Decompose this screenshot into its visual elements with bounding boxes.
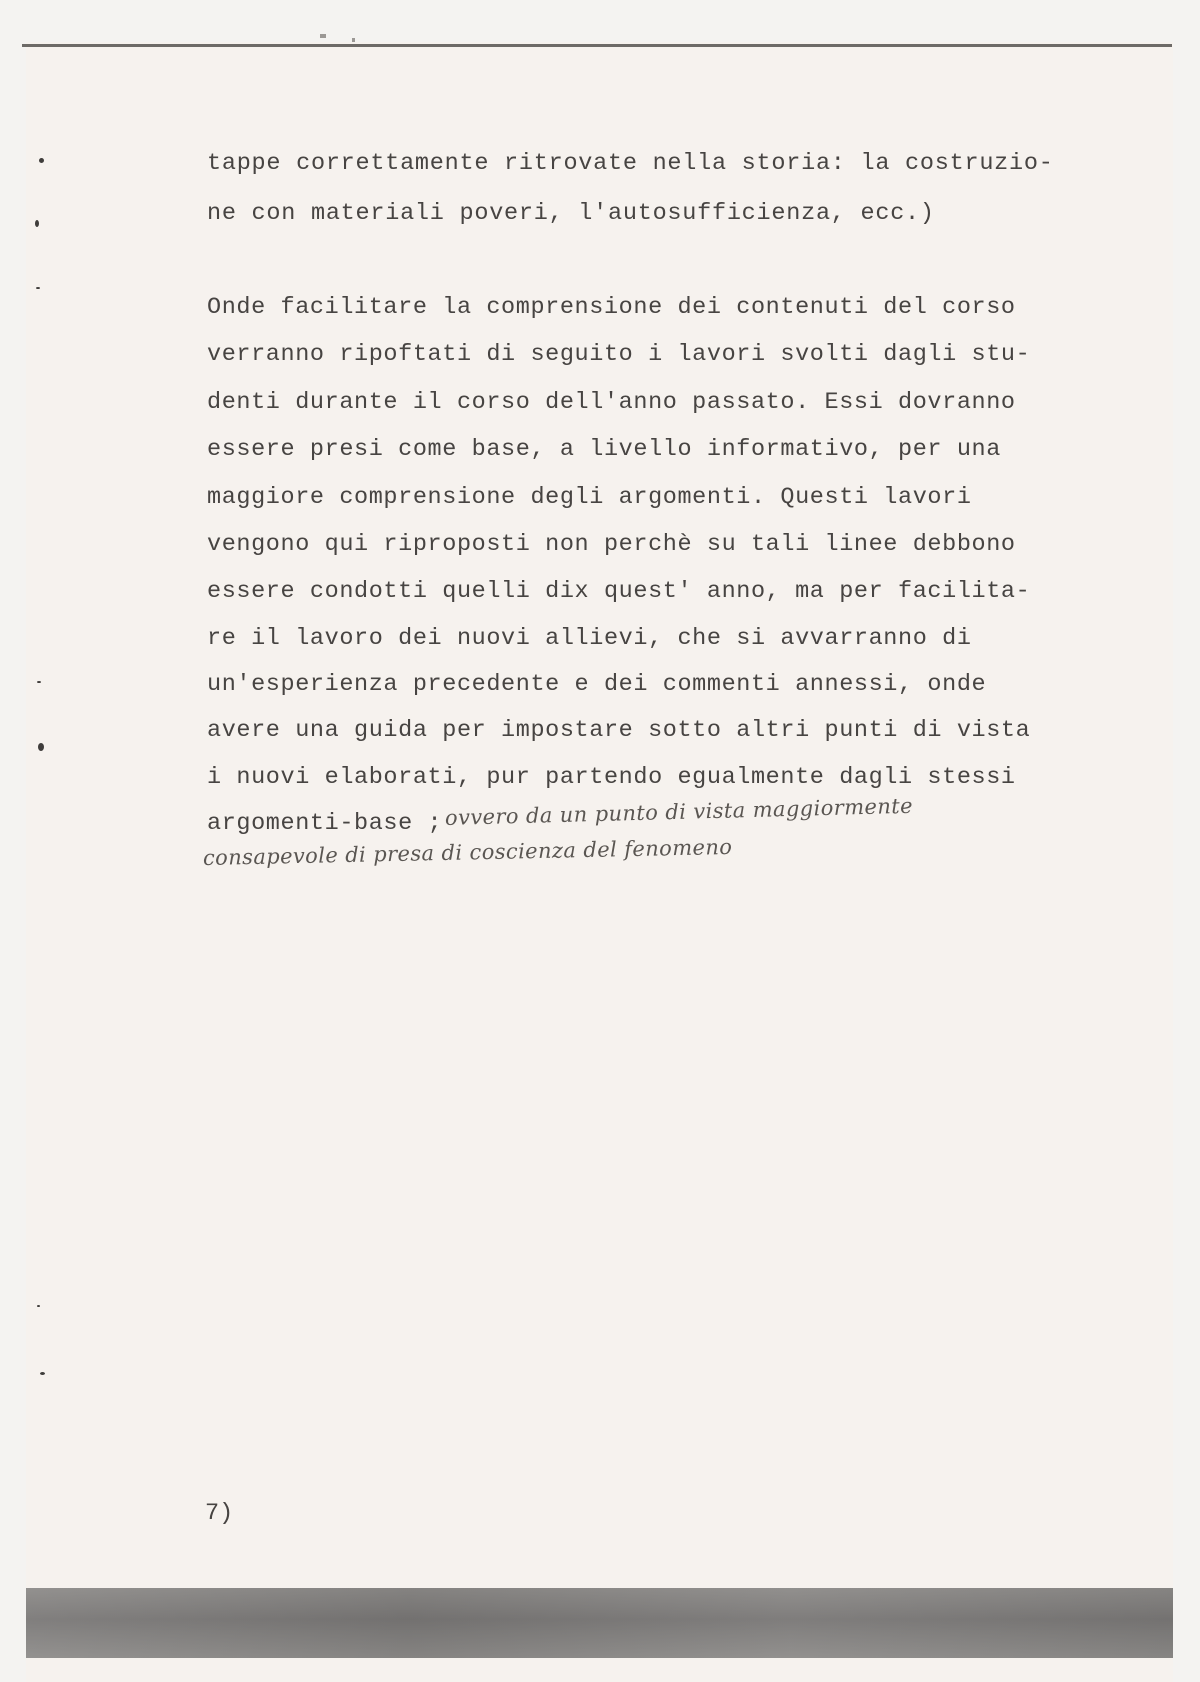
margin-mark [36, 287, 40, 289]
text-line: Onde facilitare la comprensione dei contenuti del corso [207, 294, 1016, 321]
text-line: argomenti-base ; [207, 810, 443, 837]
text-line: re il lavoro dei nuovi allievi, che si avvarranno di [207, 625, 972, 652]
margin-mark [39, 158, 44, 163]
text-line: essere condotti quelli dix quest' anno, ma per facilita- [207, 578, 1031, 605]
text-line: un'esperienza precedente e dei commenti annessi, onde [207, 671, 987, 698]
text-line: vengono qui riproposti non perchè su tali linee debbono [207, 531, 1016, 558]
handwritten-line: consapevole di presa di coscienza del fenomeno [202, 834, 733, 870]
scan-speck [320, 34, 326, 38]
page-number: 7) [205, 1500, 234, 1527]
text-line: maggiore comprensione degli argomenti. Questi lavori [207, 484, 972, 511]
margin-mark [40, 1372, 45, 1375]
text-line: essere presi come base, a livello informativo, per una [207, 436, 1001, 463]
text-line: verranno ripoftati di seguito i lavori svolti dagli stu- [207, 341, 1031, 368]
sheet-top-edge [22, 44, 1172, 47]
text-line: i nuovi elaborati, pur partendo egualmente dagli stessi [207, 764, 1016, 791]
scanner-shadow-band [26, 1588, 1173, 1658]
margin-mark [38, 743, 44, 751]
paper-sheet [26, 42, 1173, 1682]
text-line: tappe correttamente ritrovate nella storia: la costruzio- [207, 150, 1054, 177]
margin-mark [37, 1305, 40, 1307]
scan-speck [352, 38, 355, 42]
margin-mark [35, 220, 39, 227]
text-line: avere una guida per impostare sotto altri punti di vista [207, 717, 1031, 744]
text-line: denti durante il corso dell'anno passato. Essi dovranno [207, 389, 1016, 416]
handwritten-line: ovvero da un punto di vista maggiormente [444, 793, 914, 830]
margin-mark [37, 681, 41, 683]
text-line: ne con materiali poveri, l'autosufficienza, ecc.) [207, 200, 935, 227]
